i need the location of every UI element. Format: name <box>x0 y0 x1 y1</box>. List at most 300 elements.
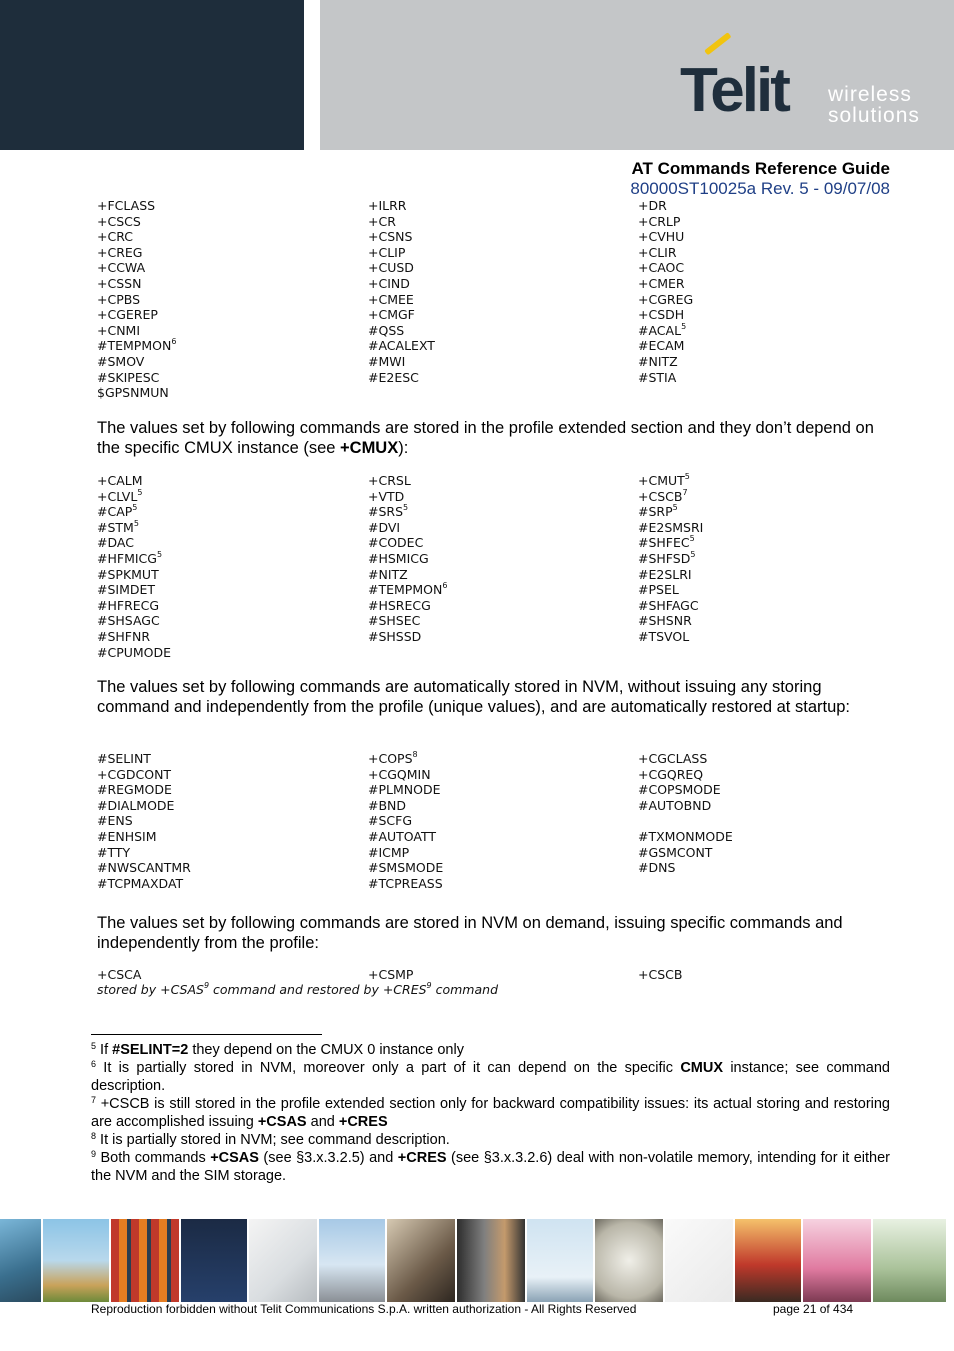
command-name <box>638 214 680 230</box>
command-row <box>97 307 897 323</box>
command-row <box>97 229 897 245</box>
command-row <box>97 338 897 354</box>
command-name <box>97 798 174 814</box>
paragraph-nvm-auto: The values set by following commands are automatically stored in NVM, without issuing any storing command and independently from the profile (unique values), and are automatically restored at startup: <box>97 678 851 716</box>
command-text: #DIALMODE <box>97 797 175 813</box>
header-dark-panel <box>0 0 304 150</box>
command-name <box>368 307 415 323</box>
command-text: #SCFG <box>368 813 413 829</box>
command-name <box>638 504 678 520</box>
command-name <box>97 214 141 230</box>
command-text: #DNS <box>638 860 676 876</box>
strip-photo-digital-clock <box>181 1219 249 1302</box>
command-name <box>368 567 408 583</box>
command-name <box>97 198 155 214</box>
logo-tagline-line2: solutions <box>828 104 920 127</box>
command-row <box>97 629 897 645</box>
command-text: #TEMPMON <box>97 338 172 354</box>
command-name <box>97 338 176 354</box>
command-name <box>638 245 677 261</box>
footnote-bold: +CSAS <box>210 1150 259 1166</box>
command-text: #SHSEC <box>368 613 421 629</box>
command-text: #NITZ <box>368 566 408 582</box>
command-text: #E2SMSRI <box>638 519 704 535</box>
footnote-ref: 7 <box>682 487 688 497</box>
command-text: +CLVL <box>97 488 138 504</box>
command-row <box>97 198 897 214</box>
note-part-c: command <box>431 982 499 997</box>
command-text: #TEMPMON <box>368 582 443 598</box>
command-name <box>97 276 141 292</box>
command-row <box>97 767 897 783</box>
footnote-7 <box>91 1095 890 1131</box>
command-text: +ILRR <box>368 198 407 213</box>
strip-photo-market <box>803 1219 873 1302</box>
command-text: #SHFNR <box>97 628 151 644</box>
command-text: +CRSL <box>368 473 411 488</box>
command-name <box>368 582 447 598</box>
command-text: #ENS <box>97 813 133 829</box>
footnote-text: It is partially stored in NVM; see command description. <box>96 1132 450 1148</box>
command-text: +CSDH <box>638 307 685 323</box>
document-title: AT Commands Reference Guide <box>631 159 890 178</box>
command-row <box>97 613 897 629</box>
command-name <box>638 751 707 767</box>
command-text: #TTY <box>97 844 131 860</box>
command-text: #CAP <box>97 504 133 520</box>
command-text: #SKIPESC <box>97 369 160 385</box>
footnote-number: 6 <box>91 1059 97 1069</box>
command-text: +CMEE <box>368 291 414 307</box>
paragraph-tail: ): <box>398 439 409 457</box>
command-row <box>97 598 897 614</box>
command-text: +CSCB <box>638 488 683 504</box>
command-text: #SRP <box>638 504 673 520</box>
command-row <box>97 860 897 876</box>
command-text: #SMSMODE <box>368 860 444 876</box>
command-name <box>97 582 155 598</box>
command-name <box>368 782 440 798</box>
command-text: #CODEC <box>368 535 424 551</box>
footnote-bold: CMUX <box>680 1060 724 1076</box>
command-row <box>97 292 897 308</box>
command-name <box>368 354 405 370</box>
footnote-8 <box>91 1131 890 1149</box>
footnote-ref: 5 <box>681 321 687 331</box>
command-name <box>97 860 191 876</box>
note-sup-b: 9 <box>426 981 432 990</box>
command-name <box>638 845 712 861</box>
command-text: #AUTOATT <box>368 828 437 844</box>
command-text: #MWI <box>368 353 406 369</box>
command-text: #SHSSD <box>368 628 422 644</box>
command-text: #TXMONMODE <box>638 828 733 844</box>
command-name <box>638 613 692 629</box>
command-text: #SIMDET <box>97 582 156 598</box>
command-name <box>97 876 183 892</box>
command-list-nvm-on-demand <box>97 967 897 983</box>
command-row <box>97 354 897 370</box>
command-text: +CSCA <box>97 967 142 982</box>
footnote-number: 7 <box>91 1095 97 1105</box>
strip-photo-camera <box>873 1219 948 1302</box>
command-name <box>638 551 695 567</box>
command-name <box>368 245 405 261</box>
command-text: #ACAL <box>638 322 682 338</box>
footnote-number: 8 <box>91 1131 97 1141</box>
footnote-ref: 5 <box>689 534 695 544</box>
command-name <box>638 370 676 386</box>
command-text: #SMOV <box>97 353 145 369</box>
command-text: #PSEL <box>638 582 679 598</box>
command-row <box>97 829 897 845</box>
note-part-b: command and restored by +CRES <box>209 982 427 997</box>
command-name <box>368 370 419 386</box>
strip-photo-wind-turbines <box>527 1219 595 1302</box>
note-sup-a: 9 <box>203 981 210 990</box>
command-row <box>97 813 897 829</box>
command-name <box>97 504 137 520</box>
command-text: #SHSAGC <box>97 613 160 629</box>
command-text: +CGQREQ <box>638 766 704 782</box>
command-name <box>638 354 678 370</box>
command-name <box>97 535 134 551</box>
command-name <box>97 520 139 536</box>
footnote-5 <box>91 1041 890 1059</box>
command-text: +CIND <box>368 275 410 291</box>
command-name <box>97 551 162 567</box>
command-name <box>368 798 406 814</box>
command-name <box>368 276 410 292</box>
command-text: +CLIR <box>638 244 677 260</box>
command-name <box>368 629 421 645</box>
command-text: #STM <box>97 519 134 535</box>
strip-photo-laser <box>665 1219 735 1302</box>
footnote-ref: 5 <box>690 549 696 559</box>
telit-logo <box>676 46 936 136</box>
strip-photo-vending <box>457 1219 527 1302</box>
command-name <box>97 751 151 767</box>
command-text: #ENHSIM <box>97 828 157 844</box>
footnote-ref: 5 <box>133 518 139 528</box>
command-name <box>638 829 733 845</box>
command-name <box>638 798 711 814</box>
command-text: #TCPREASS <box>368 875 443 891</box>
command-text: #HFRECG <box>97 597 160 613</box>
command-name <box>368 198 407 214</box>
footnote-ref: 5 <box>156 549 163 559</box>
command-text: #SHFEC <box>638 535 690 551</box>
paragraph-profile-extended <box>97 418 890 458</box>
command-name <box>368 751 418 767</box>
command-row <box>97 276 897 292</box>
command-text: #COPSMODE <box>638 782 721 798</box>
command-name <box>97 354 144 370</box>
command-name <box>368 214 396 230</box>
command-name <box>638 598 699 614</box>
strip-photo-containers <box>111 1219 181 1302</box>
command-text: +VTD <box>368 488 405 504</box>
command-text: #ECAM <box>638 338 685 354</box>
command-name <box>368 473 411 489</box>
command-text: #AUTOBND <box>638 797 712 813</box>
command-row <box>97 385 897 401</box>
command-name <box>638 567 692 583</box>
command-name <box>638 967 682 983</box>
command-name <box>638 307 684 323</box>
command-text: +CNMI <box>97 322 141 338</box>
command-text: #HSMICG <box>368 550 429 566</box>
command-name <box>368 535 423 551</box>
command-name <box>97 307 158 323</box>
command-list-profile-extended <box>97 473 897 660</box>
strip-photo-road <box>0 1219 43 1302</box>
command-text: +CSMP <box>368 967 414 982</box>
strip-photo-cyclist <box>319 1219 387 1302</box>
footnote-divider <box>91 1034 322 1035</box>
command-name <box>368 323 404 339</box>
command-text: $GPSNMUN <box>97 385 169 401</box>
command-name <box>97 370 159 386</box>
command-name <box>368 813 412 829</box>
command-text: +DR <box>638 198 667 213</box>
command-text: +CMUT <box>638 473 685 488</box>
note-part-a: stored by +CSAS <box>97 982 204 997</box>
command-name <box>368 260 414 276</box>
command-text: #ICMP <box>368 844 410 860</box>
footnote-ref: 5 <box>403 503 409 513</box>
command-text: +CR <box>368 213 396 229</box>
command-name <box>97 967 141 983</box>
command-name <box>97 292 140 308</box>
command-name <box>97 229 133 245</box>
footnote-bold: +CRES <box>338 1114 388 1130</box>
command-name <box>368 229 412 245</box>
paragraph-bold: +CMUX <box>340 439 399 457</box>
command-name <box>638 860 675 876</box>
command-text: #E2ESC <box>368 369 419 385</box>
storage-note <box>97 982 498 997</box>
command-text: +CMER <box>638 275 685 291</box>
command-text: +COPS <box>368 751 413 766</box>
command-row <box>97 535 897 551</box>
command-name <box>97 323 140 339</box>
command-name <box>97 489 142 505</box>
command-name <box>638 198 667 214</box>
command-text: #BND <box>368 797 407 813</box>
command-text: +CGREG <box>638 291 694 307</box>
logo-tagline-line1: wireless <box>828 83 912 106</box>
command-text: +CGDCONT <box>97 766 172 782</box>
command-name <box>368 767 431 783</box>
command-text: +CUSD <box>368 260 414 276</box>
footnote-text: It is partially stored in NVM, moreover only a part of it can depend on the specific <box>96 1060 681 1076</box>
command-name <box>368 829 436 845</box>
command-text: #QSS <box>368 322 405 338</box>
command-name <box>368 876 443 892</box>
command-text: +CSCB <box>638 967 683 982</box>
command-text: #GSMCONT <box>638 844 713 860</box>
command-text: #DVI <box>368 519 401 535</box>
strip-photo-meter <box>595 1219 665 1302</box>
command-text: +CRC <box>97 229 133 245</box>
command-row <box>97 567 897 583</box>
command-name <box>638 767 703 783</box>
footnote-text: they depend on the CMUX 0 instance only <box>188 1042 464 1058</box>
command-text: #STIA <box>638 369 677 385</box>
command-row <box>97 798 897 814</box>
command-name <box>368 967 413 983</box>
command-name <box>368 551 429 567</box>
command-text: +FCLASS <box>97 198 156 213</box>
command-row <box>97 473 897 489</box>
command-list-profile <box>97 198 897 401</box>
command-name <box>368 845 409 861</box>
command-row <box>97 245 897 261</box>
command-name <box>368 504 408 520</box>
footnote-6 <box>91 1059 890 1095</box>
command-name <box>97 645 171 661</box>
command-text: #DAC <box>97 535 134 551</box>
footnote-ref: 5 <box>137 487 143 497</box>
command-list-nvm-auto <box>97 751 897 891</box>
page-number: page 21 of 434 <box>773 1302 854 1316</box>
footnote-text: (see §3.x.3.2.5) and <box>258 1150 398 1166</box>
command-name <box>97 629 150 645</box>
command-name <box>97 567 159 583</box>
footnote-ref: 6 <box>171 337 177 347</box>
command-text: +CMGF <box>368 307 415 323</box>
footnote-text: (see §3.x.3.2.6) deal with non-volatile memory, intending for it either the NVM and the SIM storage. <box>91 1150 891 1184</box>
command-row <box>97 504 897 520</box>
footnote-text: instance; see command description. <box>91 1060 890 1094</box>
footnote-9 <box>91 1149 890 1185</box>
command-row <box>97 214 897 230</box>
command-name <box>97 813 133 829</box>
command-row <box>97 489 897 505</box>
command-text: #ACALEXT <box>368 338 435 354</box>
command-name <box>368 292 414 308</box>
command-row <box>97 370 897 386</box>
command-name <box>368 520 400 536</box>
command-name <box>368 613 420 629</box>
footnote-text: If <box>96 1042 113 1058</box>
command-text: +CLIP <box>368 244 406 260</box>
command-text: #SHFAGC <box>638 597 699 613</box>
command-text: #REGMODE <box>97 782 172 798</box>
command-name <box>638 489 688 505</box>
logo-wordmark: Telit <box>680 56 788 125</box>
footnote-ref: 6 <box>442 581 448 591</box>
command-text: #HSRECG <box>368 597 431 613</box>
command-name <box>97 598 159 614</box>
command-name <box>97 767 171 783</box>
command-row <box>97 520 897 536</box>
command-name <box>638 338 684 354</box>
command-text: +CALM <box>97 473 143 488</box>
command-text: #SELINT <box>97 751 151 766</box>
command-text: +CSSN <box>97 275 142 291</box>
command-row <box>97 876 897 892</box>
command-text: +CSNS <box>368 229 413 245</box>
command-name <box>97 473 143 489</box>
command-row <box>97 967 897 983</box>
paragraph-text: The values set by following commands are stored in the profile extended section and they don’t depend on the specific CMUX instance (see <box>97 419 874 457</box>
footnote-bold: +CRES <box>397 1150 447 1166</box>
command-name <box>638 229 684 245</box>
command-text: +CAOC <box>638 260 685 276</box>
command-name <box>638 323 686 339</box>
command-name <box>97 245 142 261</box>
footnote-ref: 5 <box>672 503 678 513</box>
command-text: +CSCS <box>97 213 141 229</box>
command-text: #SPKMUT <box>97 566 159 582</box>
strip-photo-kiosk <box>43 1219 111 1302</box>
command-text: #HFMICG <box>97 550 157 566</box>
command-name <box>97 845 130 861</box>
command-name <box>638 782 721 798</box>
footnotes <box>91 1041 890 1185</box>
command-text: #SHSNR <box>638 613 692 629</box>
command-name <box>638 276 685 292</box>
command-text: #SHFSD <box>638 550 691 566</box>
footnote-ref: 8 <box>412 750 418 759</box>
command-text: #TCPMAXDAT <box>97 875 184 891</box>
command-row <box>97 782 897 798</box>
command-name <box>368 860 443 876</box>
footnote-number: 5 <box>91 1041 97 1051</box>
command-name <box>638 582 679 598</box>
command-name <box>368 338 435 354</box>
command-row <box>97 260 897 276</box>
command-name <box>97 385 169 401</box>
document-revision: 80000ST10025a Rev. 5 - 09/07/08 <box>630 179 890 198</box>
command-name <box>97 613 160 629</box>
command-name <box>638 473 690 489</box>
command-text: #TSVOL <box>638 628 690 644</box>
command-name <box>638 292 693 308</box>
command-row <box>97 551 897 567</box>
command-text: +CRLP <box>638 213 681 229</box>
command-text: +CGEREP <box>97 307 158 323</box>
command-name <box>97 260 145 276</box>
command-text: #SRS <box>368 504 404 520</box>
footnote-ref: 5 <box>684 472 690 481</box>
footer-copyright: Reproduction forbidden without Telit Communications S.p.A. written authorization - All Rights Reserved <box>91 1302 637 1316</box>
command-name <box>638 260 684 276</box>
footnote-text: +CSCB is still stored in the profile extended section only for backward compatibility issues: its actual storing and restoring are accomplished issuing <box>91 1096 890 1130</box>
strip-photo-card-reader <box>387 1219 457 1302</box>
command-name <box>638 535 695 551</box>
command-row <box>97 751 897 767</box>
command-text: #CPUMODE <box>97 644 172 660</box>
paragraph-nvm-on-demand: The values set by following commands are stored in NVM on demand, issuing specific commands and independently from the profile: <box>97 914 843 952</box>
command-text: +CREG <box>97 244 143 260</box>
footnote-text: Both commands <box>96 1150 211 1166</box>
command-text: +CPBS <box>97 291 141 307</box>
command-text: #NWSCANTMR <box>97 860 191 876</box>
logo-tagline <box>828 84 920 126</box>
command-row <box>97 582 897 598</box>
command-text: #PLMNODE <box>368 782 441 798</box>
command-text: #NITZ <box>638 353 678 369</box>
footnote-number: 9 <box>91 1149 97 1159</box>
command-row <box>97 645 897 661</box>
strip-photo-keyboard <box>249 1219 319 1302</box>
strip-photo-station <box>735 1219 803 1302</box>
command-text: +CCWA <box>97 260 146 276</box>
command-name <box>97 782 172 798</box>
